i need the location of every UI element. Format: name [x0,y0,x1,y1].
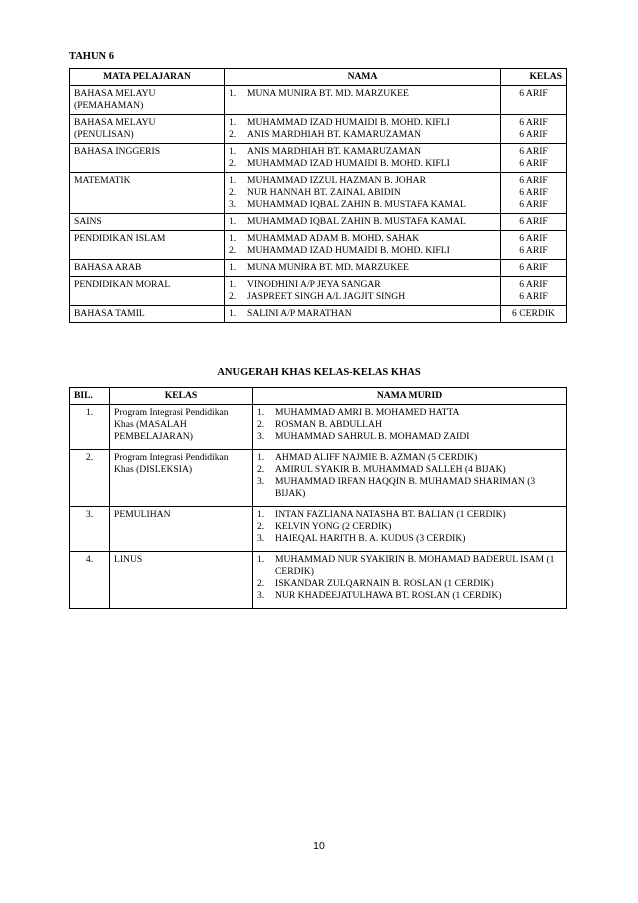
student-name: AHMAD ALIFF NAJMIE B. AZMAN (5 CERDIK) [275,452,478,463]
class-value: 6 ARIF [519,175,548,186]
kelas-cell: LINUS [110,552,253,609]
list-number: 1. [229,216,237,227]
table-row [70,173,567,214]
list-item [229,129,496,141]
list-number: 1. [229,233,237,244]
class-value: 6 ARIF [519,158,548,169]
list-item [229,117,496,129]
subject-cell [70,306,225,323]
student-name: NUR HANNAH BT. ZAINAL ABIDIN [247,187,401,198]
class-value: 6 ARIF [519,291,548,302]
class-value: 6 ARIF [519,187,548,198]
student-name: MUHAMMAD IZAD HUMAIDI B. MOHD. KIFLI [247,158,450,169]
table-row [70,115,567,144]
list-item [229,175,496,187]
list-item [257,509,562,521]
subject-cell [70,231,225,260]
list-item [229,199,496,211]
names-cell [253,405,567,450]
names-cell [225,231,501,260]
subject-cell [70,86,225,115]
names-cell [225,86,501,115]
table-row [70,86,567,115]
names-cell [225,260,501,277]
class-cell [501,115,567,144]
class-cell [501,231,567,260]
student-name: MUHAMMAD ADAM B. MOHD. SAHAK [247,233,420,244]
list-number: 2. [229,158,237,169]
table-row [70,450,567,507]
list-item [229,291,496,303]
class-cell [501,86,567,115]
subject-text: PENDIDIKAN ISLAM [74,233,166,244]
bil-cell: 1. [70,405,110,450]
list-item [229,262,496,274]
subject-cell [70,173,225,214]
list-item [257,590,562,602]
subject-cell [70,144,225,173]
table-row [70,144,567,173]
list-item [229,245,496,257]
class-value: 6 ARIF [519,216,548,227]
names-cell [253,450,567,507]
list-number: 2. [229,129,237,140]
page-number: 10 [313,840,325,852]
list-number: 3. [229,199,237,210]
column-header-name: NAMA [225,69,501,86]
column-header-nama-murid: NAMA MURID [253,388,567,405]
kelas-cell: Program Integrasi Pendidikan Khas (MASALAH PEMBELAJARAN) [110,405,253,450]
list-item [257,464,562,476]
subject-cell [70,115,225,144]
class-value: 6 ARIF [519,88,548,99]
student-name: ROSMAN B. ABDULLAH [275,419,382,430]
subject-cell [70,277,225,306]
list-number: 2. [257,521,265,532]
student-name: MUNA MUNIRA BT. MD. MARZUKEE [247,88,409,99]
student-name: MUHAMMAD IZZUL HAZMAN B. JOHAR [247,175,426,186]
table-row [70,405,567,450]
list-number: 1. [257,452,265,463]
student-name: MUHAMMAD AMRI B. MOHAMED HATTA [275,407,460,418]
names-cell [225,115,501,144]
student-name: MUHAMMAD IRFAN HAQQIN B. MUHAMAD SHARIMAN (3 BIJAK) [275,476,536,499]
list-item [229,187,496,199]
list-item [257,476,562,500]
student-name: ANIS MARDHIAH BT. KAMARUZAMAN [247,146,422,157]
names-cell [225,144,501,173]
class-value: 6 ARIF [519,129,548,140]
list-number: 1. [229,279,237,290]
names-cell [253,552,567,609]
kelas-cell: PEMULIHAN [110,507,253,552]
table-row [70,260,567,277]
subject-cell [70,260,225,277]
student-name: NUR KHADEEJATULHAWA BT. ROSLAN (1 CERDIK) [275,590,502,601]
list-item [257,431,562,443]
list-number: 2. [229,291,237,302]
student-name: MUHAMMAD IZAD HUMAIDI B. MOHD. KIFLI [247,117,450,128]
section-title: ANUGERAH KHAS KELAS-KELAS KHAS [217,367,421,378]
names-cell [225,306,501,323]
table-row [70,552,567,609]
table-header-row [70,388,567,405]
list-item [229,308,496,320]
class-value: 6 ARIF [519,279,548,290]
class-value: 6 CERDIK [512,308,555,319]
names-cell [225,173,501,214]
subject-text: BAHASA TAMIL [74,308,145,319]
list-item [229,233,496,245]
names-cell [225,277,501,306]
subject-text: PENDIDIKAN MORAL [74,279,171,290]
class-cell [501,214,567,231]
student-name: INTAN FAZLIANA NATASHA BT. BALIAN (1 CERDIK) [275,509,506,520]
student-name: JASPREET SINGH A/L JAGJIT SINGH [247,291,406,302]
list-item [257,521,562,533]
subject-text: BAHASA INGGERIS [74,146,161,157]
list-item [257,419,562,431]
list-number: 1. [229,146,237,157]
student-name: MUHAMMAD IQBAL ZAHIN B. MUSTAFA KAMAL [247,216,466,227]
student-name: MUHAMMAD NUR SYAKIRIN B. MOHAMAD BADERUL ISAM (1 CERDIK) [275,554,555,577]
class-cell [501,144,567,173]
list-number: 1. [229,175,237,186]
student-name: VINODHINI A/P JEYA SANGAR [247,279,381,290]
student-name: SALINI A/P MARATHAN [247,308,352,319]
subject-text: BAHASA ARAB [74,262,142,273]
student-name: MUHAMMAD IZAD HUMAIDI B. MOHD. KIFLI [247,245,450,256]
class-value: 6 ARIF [519,117,548,128]
class-value: 6 ARIF [519,146,548,157]
list-number: 3. [257,431,265,442]
list-number: 1. [257,554,265,565]
student-name: MUHAMMAD SAHRUL B. MOHAMAD ZAIDI [275,431,470,442]
list-item [229,279,496,291]
list-item [257,452,562,464]
list-number: 1. [257,509,265,520]
list-number: 3. [257,476,265,487]
list-number: 1. [257,407,265,418]
page-title: TAHUN 6 [69,51,115,62]
subject-cell [70,214,225,231]
column-header-subject: MATA PELAJARAN [70,69,225,86]
class-cell [501,277,567,306]
class-value: 6 ARIF [519,233,548,244]
student-name: MUNA MUNIRA BT. MD. MARZUKEE [247,262,409,273]
subject-text: MATEMATIK [74,175,131,186]
table-row [70,277,567,306]
list-number: 3. [257,533,265,544]
table-row [70,231,567,260]
list-item [229,158,496,170]
list-item [229,88,496,100]
list-item [257,407,562,419]
list-number: 1. [229,308,237,319]
student-name: HAIEQAL HARITH B. A. KUDUS (3 CERDIK) [275,533,466,544]
student-name: KELVIN YONG (2 CERDIK) [275,521,392,532]
list-number: 1. [229,262,237,273]
list-number: 2. [257,578,265,589]
list-number: 2. [229,187,237,198]
column-header-bil: BIL. [70,388,110,405]
student-name: MUHAMMAD IQBAL ZAHIN B. MUSTAFA KAMAL [247,199,466,210]
class-value: 6 ARIF [519,245,548,256]
student-name: AMIRUL SYAKIR B. MUHAMMAD SALLEH (4 BIJAK) [275,464,506,475]
column-header-kelas: KELAS [110,388,253,405]
special-class-awards-table [69,387,567,609]
names-cell [225,214,501,231]
list-number: 3. [257,590,265,601]
class-cell [501,260,567,277]
table-row [70,214,567,231]
student-name: ANIS MARDHIAH BT. KAMARUZAMAN [247,129,422,140]
bil-cell: 4. [70,552,110,609]
class-value: 6 ARIF [519,262,548,273]
bil-cell: 2. [70,450,110,507]
table-header-row [70,69,567,86]
names-cell [253,507,567,552]
subject-awards-table [69,68,567,323]
table-row [70,306,567,323]
bil-cell: 3. [70,507,110,552]
student-name: ISKANDAR ZULQARNAIN B. ROSLAN (1 CERDIK) [275,578,494,589]
column-header-class: KELAS [501,69,567,86]
subject-text: BAHASA MELAYU (PEMAHAMAN) [74,88,156,111]
list-number: 1. [229,88,237,99]
list-item [229,216,496,228]
kelas-cell: Program Integrasi Pendidikan Khas (DISLEKSIA) [110,450,253,507]
list-item [257,533,562,545]
subject-text: SAINS [74,216,102,227]
list-item [257,578,562,590]
list-number: 1. [229,117,237,128]
class-cell [501,173,567,214]
list-number: 2. [257,419,265,430]
class-value: 6 ARIF [519,199,548,210]
table-row [70,507,567,552]
list-number: 2. [229,245,237,256]
list-item [229,146,496,158]
list-item [257,554,562,578]
subject-text: BAHASA MELAYU (PENULISAN) [74,117,156,140]
list-number: 2. [257,464,265,475]
class-cell [501,306,567,323]
